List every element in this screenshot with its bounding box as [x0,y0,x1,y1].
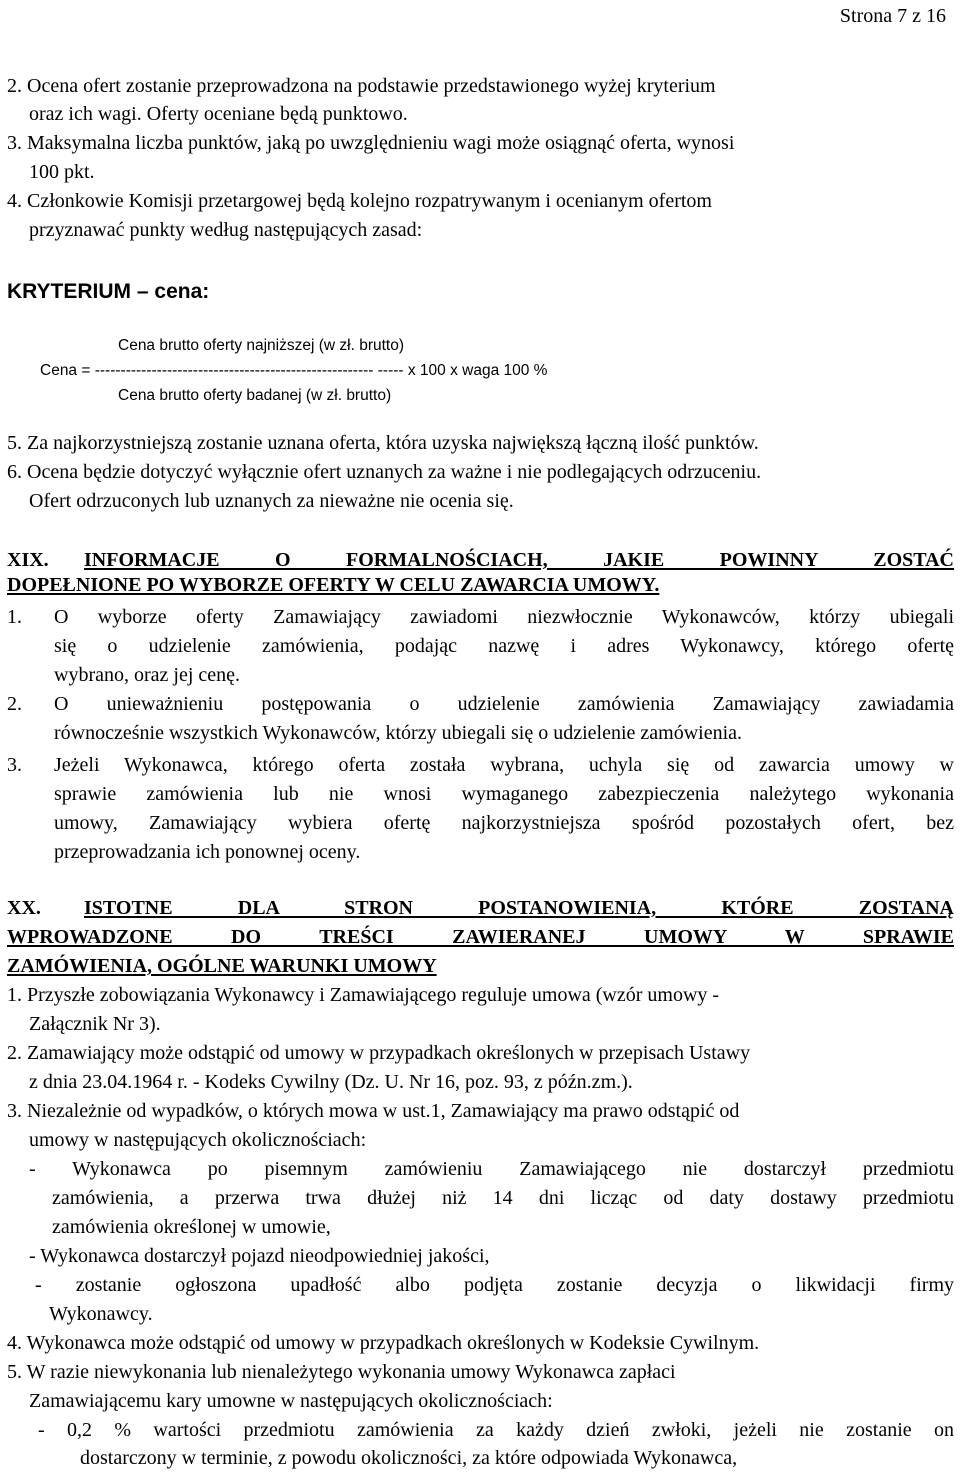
circumstance-1-line-3: zamówienia określonej w umowie, [52,1216,331,1238]
xx-item-5-line-1: 5. W razie niewykonania lub nienależytego wykonania umowy Wykonawca zapłaci [7,1361,676,1383]
section-xx-title-line-1: ISTOTNE DLA STRON POSTANOWIENIA, KTÓRE ZOSTANĄ [84,897,954,919]
xix-item-1-line-2: się o udzielenie zamówienia, podając nazwę i adres Wykonawcy, którego ofertę [54,635,954,657]
section-xx-title-line-2: WPROWADZONE DO TREŚCI ZAWIERANEJ UMOWY W SPRAWIE [7,926,954,948]
circumstance-2: - Wykonawca dostarczył pojazd nieodpowiedniej jakości, [29,1245,490,1267]
page-number: Strona 7 z 16 [839,5,946,27]
xx-item-5-line-2: Zamawiającemu kary umowne w następujących okolicznościach: [29,1390,553,1412]
evaluation-point-6-line-2: Ofert odrzuconych lub uznanych za nieważne nie ocenia się. [29,490,514,512]
xix-item-3-line-3: umowy, Zamawiający wybiera ofertę najkorzystniejsza spośród pozostałych ofert, bez [54,812,954,834]
circumstance-3-line-1: - zostanie ogłoszona upadłość albo podjęta zostanie decyzja o likwidacji firmy [35,1274,954,1296]
circumstance-3-line-2: Wykonawcy. [49,1303,153,1325]
penalty-1-line-1: - 0,2 % wartości przedmiotu zamówienia za każdy dzień zwłoki, jeżeli nie zostanie on [38,1419,954,1441]
xx-item-3-line-1: 3. Niezależnie od wypadków, o których mowa w ust.1, Zamawiający ma prawo odstąpić od [7,1100,740,1122]
formula-line: Cena = ------------------------------------------------------ ----- x 100 x waga 100 % [40,362,548,379]
section-xix-title-line-1: INFORMACJE O FORMALNOŚCIACH, JAKIE POWINNY ZOSTAĆ [84,549,954,571]
xx-item-3-line-2: umowy w następujących okolicznościach: [29,1129,367,1151]
circumstance-1-line-2: zamówienia, a przerwa trwa dłużej niż 14 dni licząc od daty dostawy przedmiotu [52,1187,954,1209]
section-xx-number: XX. [7,897,41,919]
criteria-point-2-line-1: 2. Ocena ofert zostanie przeprowadzona na podstawie przedstawionego wyżej kryterium [7,75,716,97]
formula-denominator: Cena brutto oferty badanej (w zł. brutto) [118,387,392,404]
xix-item-3-line-4: przeprowadzania ich ponownej oceny. [54,841,361,863]
formula-numerator: Cena brutto oferty najniższej (w zł. brutto) [118,337,405,354]
xix-item-1-number: 1. [7,606,22,628]
xix-item-3-line-2: sprawie zamówienia lub nie wnosi wymaganego zabezpieczenia należytego wykonania [54,783,954,805]
xx-item-1-line-2: Załącznik Nr 3). [29,1013,161,1035]
xix-item-1-line-1: O wyborze oferty Zamawiający zawiadomi niezwłocznie Wykonawców, którzy ubiegali [54,606,954,628]
criteria-point-3-line-1: 3. Maksymalna liczba punktów, jaką po uwzględnieniu wagi może osiągnąć oferta, wynosi [7,132,735,154]
section-xix-number: XIX. [7,549,49,571]
criteria-point-3-line-2: 100 pkt. [29,161,95,183]
criteria-point-4-line-1: 4. Członkowie Komisji przetargowej będą kolejno rozpatrywanym i ocenianym ofertom [7,190,712,212]
xx-item-2-line-2: z dnia 23.04.1964 r. - Kodeks Cywilny (Dz. U. Nr 16, poz. 93, z późn.zm.). [29,1071,633,1093]
criteria-point-4-line-2: przyznawać punkty według następujących zasad: [29,219,423,241]
xix-item-2-number: 2. [7,693,22,715]
penalty-1-line-2: dostarczony w terminie, z powodu okoliczności, za które odpowiada Wykonawca, [80,1447,738,1469]
criteria-point-2-line-2: oraz ich wagi. Oferty oceniane będą punktowo. [29,103,408,125]
section-xx-title-line-3: ZAMÓWIENIA, OGÓLNE WARUNKI UMOWY [7,955,437,977]
xx-item-2-line-1: 2. Zamawiający może odstąpić od umowy w przypadkach określonych w przepisach Ustawy [7,1042,751,1064]
circumstance-1-line-1: - Wykonawca po pisemnym zamówieniu Zamawiającego nie dostarczył przedmiotu [29,1158,954,1180]
xx-item-4: 4. Wykonawca może odstąpić od umowy w przypadkach określonych w Kodeksie Cywilnym. [7,1332,760,1354]
xix-item-1-line-3: wybrano, oraz jej cenę. [54,664,241,686]
evaluation-point-6-line-1: 6. Ocena będzie dotyczyć wyłącznie ofert uznanych za ważne i nie podlegających odrzuceniu. [7,461,762,483]
xx-item-1-line-1: 1. Przyszłe zobowiązania Wykonawcy i Zamawiającego reguluje umowa (wzór umowy - [7,984,720,1006]
xix-item-3-number: 3. [7,754,22,776]
xix-item-2-line-1: O unieważnieniu postępowania o udzielenie zamówienia Zamawiający zawiadamia [54,693,954,715]
xix-item-2-line-2: równocześnie wszystkich Wykonawców, którzy ubiegali się o udzielenie zamówienia. [54,722,743,744]
kryterium-heading: KRYTERIUM – cena: [7,280,210,303]
section-xix-title-line-2: DOPEŁNIONE PO WYBORZE OFERTY W CELU ZAWARCIA UMOWY. [7,574,660,596]
evaluation-point-5: 5. Za najkorzystniejszą zostanie uznana oferta, która uzyska największą łączną ilość punktów. [7,432,759,454]
xix-item-3-line-1: Jeżeli Wykonawca, którego oferta została wybrana, uchyla się od zawarcia umowy w [54,754,954,776]
